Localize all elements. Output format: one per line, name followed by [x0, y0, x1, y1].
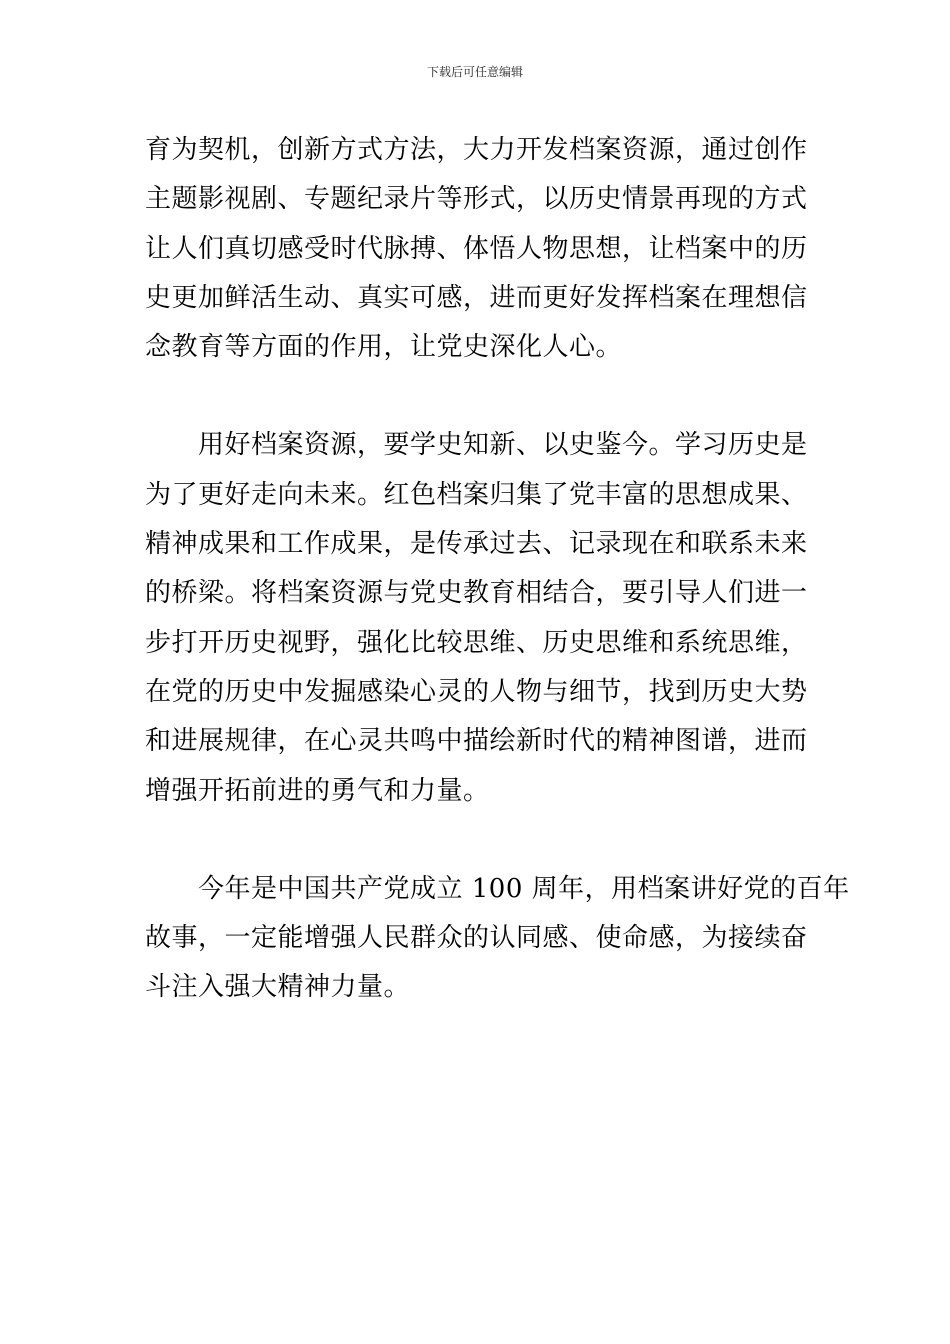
text-line: 步打开历史视野，强化比较思维、历史思维和系统思维， [145, 627, 808, 658]
text-line: 的桥梁。将档案资源与党史教育相结合，要引导人们进一 [145, 578, 808, 609]
text-line: 用好档案资源，要学史知新、以史鉴今。学习历史是 [145, 430, 808, 461]
page-header: 下载后可任意编辑 [426, 65, 523, 79]
paragraph-spacer [145, 372, 805, 421]
text-line: 让人们真切感受时代脉搏、体悟人物思想，让档案中的历 [145, 233, 808, 264]
text-line: 故事，一定能增强人民群众的认同感、使命感，为接续奋 [145, 923, 808, 954]
text-line: 今年是中国共产党成立 100 周年，用档案讲好党的百年 [145, 873, 850, 904]
text-line: 主题影视剧、专题纪录片等形式，以历史情景再现的方式 [145, 184, 808, 215]
text-line: 和进展规律，在心灵共鸣中描绘新时代的精神图谱，进而 [145, 726, 808, 757]
paragraph-3 [145, 865, 850, 1013]
document-body [145, 126, 850, 1013]
text-line: 在党的历史中发掘感染心灵的人物与细节，找到历史大势 [145, 676, 808, 707]
paragraph-1 [145, 126, 808, 372]
text-line: 念教育等方面的作用，让党史深化人心。 [145, 332, 623, 363]
text-line: 增强开拓前进的勇气和力量。 [145, 775, 490, 806]
paragraph-spacer [145, 816, 805, 865]
text-line: 育为契机，创新方式方法，大力开发档案资源，通过创作 [145, 135, 808, 165]
text-line: 斗注入强大精神力量。 [145, 972, 411, 1003]
text-line: 精神成果和工作成果，是传承过去、记录现在和联系未来 [145, 529, 808, 560]
paragraph-2 [145, 421, 808, 815]
text-line: 史更加鲜活生动、真实可感，进而更好发挥档案在理想信 [145, 282, 808, 313]
text-line: 为了更好走向未来。红色档案归集了党丰富的思想成果、 [145, 479, 808, 510]
